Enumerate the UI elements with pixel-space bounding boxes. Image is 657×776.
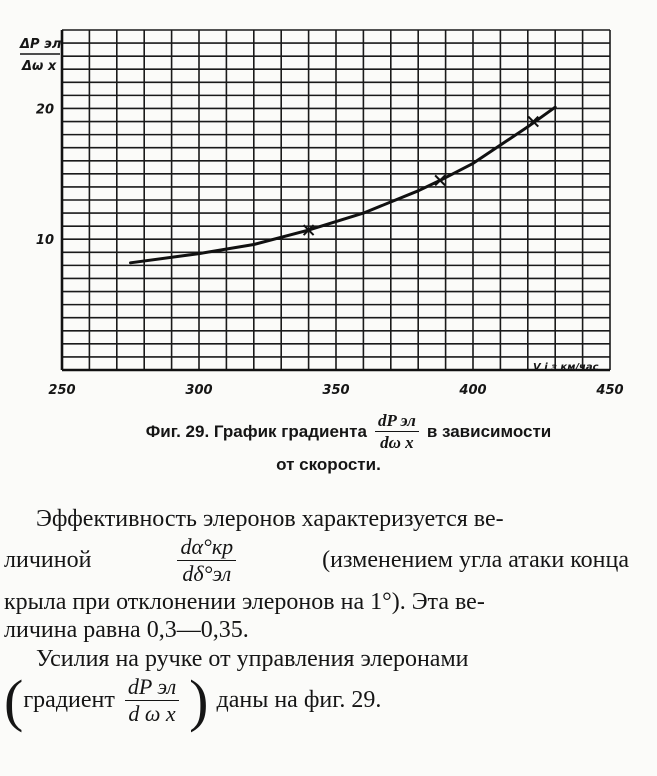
p1-line1: Эффективность элеронов характеризуется ве-	[36, 506, 504, 532]
y-tick-label: 10	[35, 233, 54, 249]
p2-line2	[0, 667, 657, 733]
p1-frac-den: dδ°эл	[182, 561, 232, 587]
x-tick-label: 250	[48, 383, 76, 398]
caption-prefix: Фиг. 29. График градиента	[145, 422, 367, 442]
p1-tail: (изменением угла атаки конца	[322, 547, 629, 574]
chart-tick-layer	[36, 102, 624, 398]
p1-frac-num: dα°кр	[177, 534, 236, 561]
figure-caption	[0, 410, 657, 475]
p2-frac-den: d ω x	[128, 701, 176, 727]
caption-fraction	[375, 410, 419, 454]
p2-lead: градиент	[23, 687, 115, 714]
body-text	[0, 505, 657, 733]
p2-line1: Усилия на ручке от управления элеронами	[36, 646, 469, 673]
data-point-marker	[435, 175, 445, 185]
chart-grid	[62, 30, 610, 370]
caption-line2: от скорости.	[276, 454, 381, 474]
p1-fraction	[177, 534, 236, 588]
open-paren: (	[4, 667, 24, 733]
p2-fraction	[125, 674, 179, 728]
p1-line2	[0, 534, 657, 588]
p1-lead: личиной	[4, 547, 92, 574]
y-tick-label: 20	[35, 102, 54, 118]
y-axis-label-numerator: ΔP эл	[20, 37, 62, 52]
x-tick-label: 350	[322, 383, 350, 398]
caption-frac-den: dω x	[380, 433, 414, 453]
caption-frac-num: dP эл	[375, 410, 419, 432]
p2-tail: даны на фиг. 29.	[216, 687, 382, 714]
x-tick-label: 450	[596, 383, 624, 398]
p1-line4: личина равна 0,3—0,35.	[4, 617, 249, 644]
p2-frac-num: dP эл	[125, 674, 179, 701]
close-paren: )	[189, 667, 209, 733]
x-tick-label: 300	[185, 383, 213, 398]
x-tick-label: 400	[459, 383, 487, 398]
caption-suffix: в зависимости	[426, 422, 552, 442]
x-axis-label: V i з км/час	[533, 362, 599, 373]
y-axis-label-denominator: Δω x	[22, 59, 57, 74]
p1-line3: крыла при отклонении элеронов на 1°). Эта ве-	[4, 588, 485, 615]
